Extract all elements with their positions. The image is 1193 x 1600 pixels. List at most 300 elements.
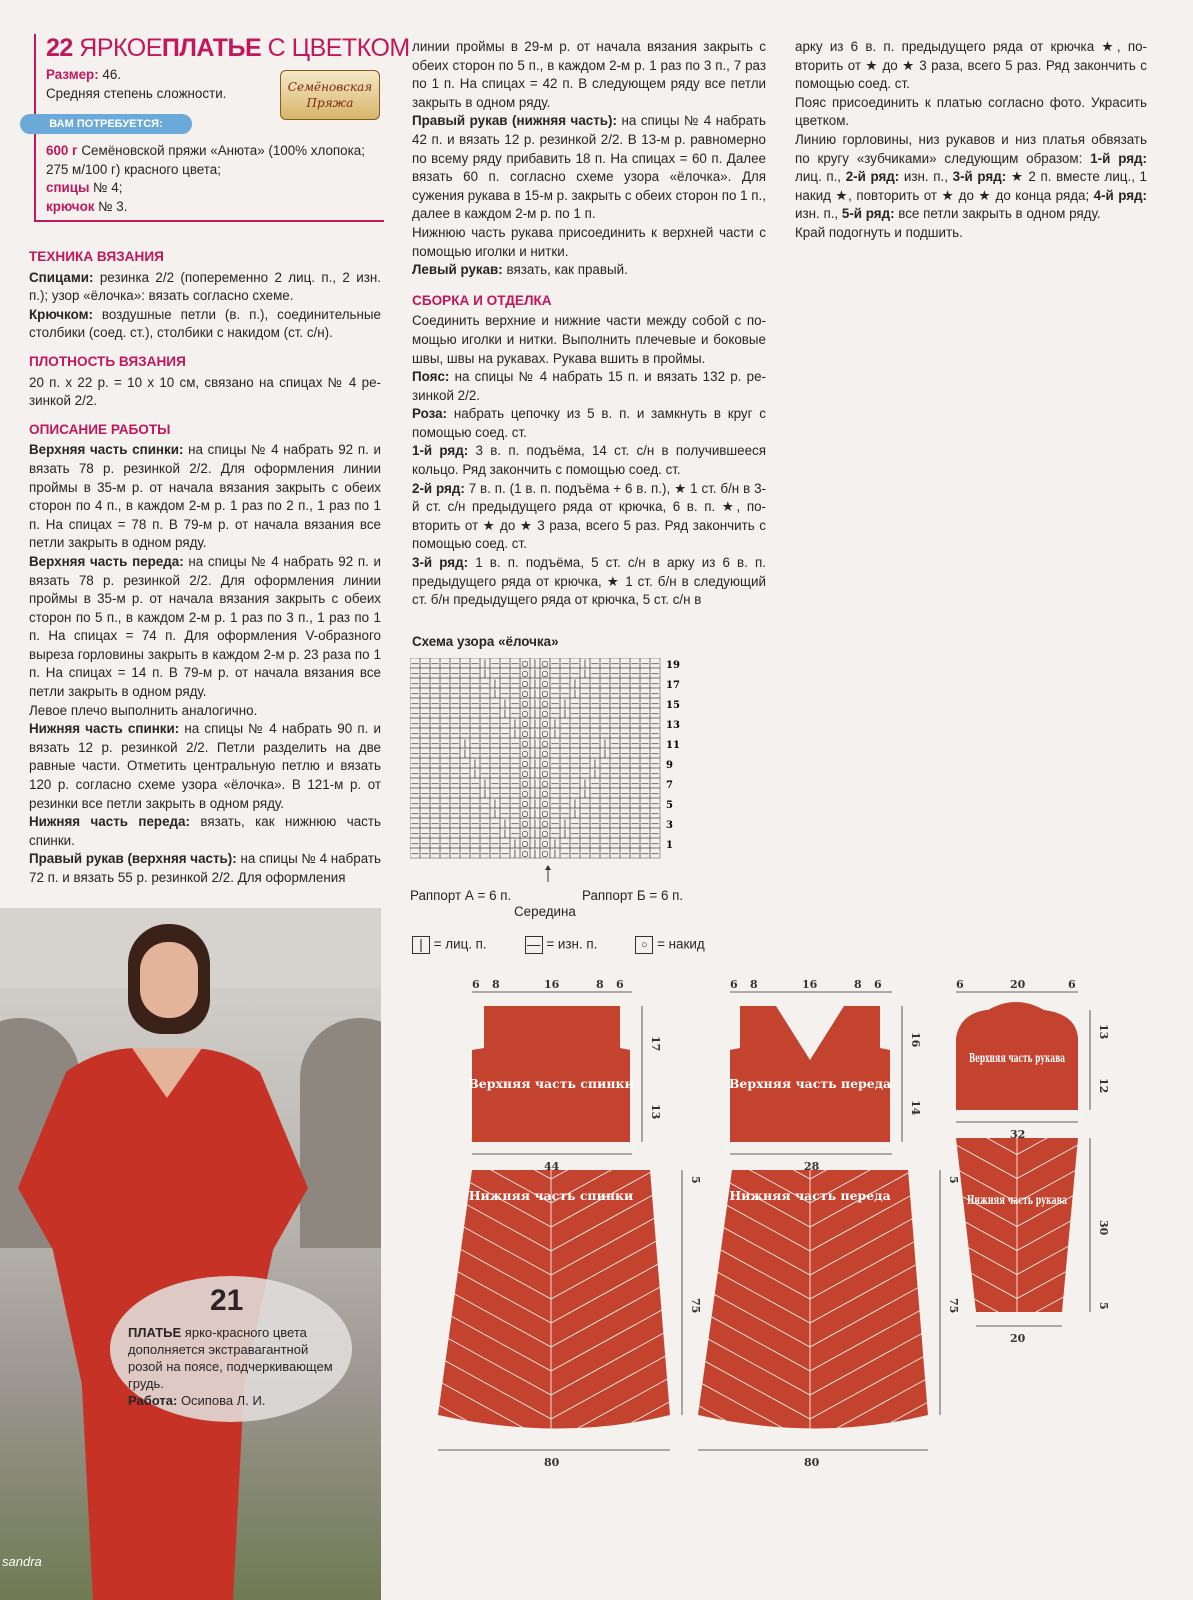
herringbone-line [810,1438,950,1492]
chart-symbol: — [481,749,489,758]
chart-row-number: 5 [666,800,673,811]
chart-symbol: — [461,849,469,858]
chart-symbol: ○ [541,799,549,808]
chart-symbol: — [611,849,619,858]
chart-symbol: | [503,699,507,708]
chart-symbol: — [491,819,499,828]
dim-sleeve-bottom-side-0: 30 [1097,1220,1110,1236]
chart-symbol: — [511,699,519,708]
chart-symbol: — [421,699,429,708]
chart-symbol: — [551,769,559,778]
chart-symbol: — [571,749,579,758]
dim-sleeve-top-side-1: 12 [1097,1078,1110,1094]
chart-symbol: — [631,769,639,778]
chart-symbol: — [571,659,579,668]
chart-symbol: | [533,759,537,768]
chart-symbol: | [533,659,537,668]
chart-symbol: — [621,679,629,688]
chart-symbol: — [451,759,459,768]
chart-symbol: | [483,669,487,678]
chart-symbol: — [411,659,419,668]
chart-symbol: — [621,749,629,758]
chart-symbol: | [533,809,537,818]
chart-symbol: — [471,659,479,668]
chart-symbol: — [551,809,559,818]
label-front-bottom: Нижняя часть переда [729,1188,891,1203]
chart-symbol: — [571,669,579,678]
dim-back-top-0: 6 [472,980,480,991]
chart-symbol: ○ [521,799,529,808]
dim-front-top-4: 6 [874,980,882,991]
chart-symbol: — [441,829,449,838]
chart-symbol: — [581,799,589,808]
chart-symbol: — [451,739,459,748]
chart-symbol: — [591,789,599,798]
chart-row-number: 19 [666,660,680,671]
dim-front-top-side-0: 16 [909,1032,922,1048]
dim-back-top-2: 16 [544,980,560,991]
chart-symbol: — [571,789,579,798]
para-row1: 1-й ряд: 3 в. п. подъёма, 14 ст. с/н в получившееся кольцо. Ряд закончить с помощью соед. ст. [412,443,766,478]
chart-symbol: — [461,829,469,838]
chart-symbol: — [411,759,419,768]
knit-symbol-icon: | [412,936,430,954]
chart-symbol: — [501,799,509,808]
article-number: 22 [46,34,73,62]
chart-symbol: — [441,799,449,808]
para-edging: Линию горловины, низ рукавов и низ платья обвязать по кругу «зубчиками» следующим образом: 1-й ряд: лиц. п., 2-й ряд: изн. п., 3-й ряд: ★ 2 п. вместе лиц., 1 накид ★, повторить от ★ до ★ до конца ряда; 4-й ряд: изн. п., 5-й ряд: все петли закрыть в одном ряду. [795,131,1148,222]
chart-symbol: — [421,769,429,778]
chart-symbol: — [631,719,639,728]
model-photo [0,908,381,1600]
chart-symbol: — [641,789,649,798]
chart-symbol: | [533,699,537,708]
chart-symbol: — [631,689,639,698]
chart-symbol: — [511,759,519,768]
chart-symbol: | [593,759,597,768]
chart-symbol: — [631,789,639,798]
chart-symbol: — [421,709,429,718]
chart-symbol: — [471,779,479,788]
chart-symbol: | [473,769,477,778]
chart-symbol: — [411,689,419,698]
chart-symbol: — [601,839,609,848]
herringbone-line [670,1438,810,1492]
chart-symbol: ○ [541,689,549,698]
chart-symbol: | [483,779,487,788]
chart-symbol: ○ [521,789,529,798]
chart-symbol: — [421,849,429,858]
chart-symbol: — [441,689,449,698]
chart-symbol: ○ [521,749,529,758]
chart-symbol: — [651,779,659,788]
chart-symbol: — [431,839,439,848]
label-back-bottom: Нижняя часть спинки [468,1188,634,1203]
chart-symbol: — [441,669,449,678]
chart-symbol: — [511,749,519,758]
para-assembly: Соединить верхние и нижние части между собой с помощью иголки и нитки. Выполнить плечевые и боковые швы, швы на рукавах. Рукава вшить в проймы. [412,313,766,366]
chart-symbol: ○ [541,759,549,768]
chart-symbol: | [463,749,467,758]
chart-symbol: | [533,669,537,678]
herringbone-line [947,1308,1017,1347]
chart-symbol: ○ [521,819,529,828]
chart-symbol: — [461,669,469,678]
chart-symbol: — [441,839,449,848]
chart-symbol: — [411,819,419,828]
dim-front-top-2: 16 [802,980,818,991]
dim-sleeve-top-2: 6 [1068,980,1076,991]
chart-symbol: ○ [521,739,529,748]
chart-symbol: ○ [541,849,549,858]
chart-symbol: — [611,799,619,808]
chart-symbol: — [621,669,629,678]
chart-symbol: — [651,739,659,748]
para-row3-cont: арку из 6 в. п. предыдущего ряда от крючка ★, повторить от ★ до ★ 3 раза, всего 5 раз. Ряд закончить с помощью соед. ст. [795,39,1147,92]
chart-symbol: — [611,759,619,768]
chart-symbol: — [421,659,429,668]
chart-symbol: — [641,839,649,848]
chart-symbol: — [511,799,519,808]
chart-symbol: — [451,829,459,838]
chart-symbol: | [603,749,607,758]
chart-symbol: — [421,819,429,828]
chart-symbol: — [651,789,659,798]
chart-symbol: — [491,839,499,848]
dim-sleeve-top-1: 20 [1010,980,1026,991]
chart-symbol: — [591,659,599,668]
chart-grid [410,658,660,858]
para-sleeve-top: Правый рукав (верхняя часть): на спицы № 4 набрать 72 п. и вязать 55 р. резинкой 2/2. Для оформления [29,851,381,885]
chart-symbol: ○ [521,719,529,728]
chart-symbol: — [561,779,569,788]
para-left-shoulder: Левое плечо выполнить аналогично. [29,702,258,718]
chart-symbol: — [651,689,659,698]
chart-symbol: ○ [521,849,529,858]
chart-symbol: — [411,669,419,678]
chart-symbol: — [631,739,639,748]
chart-symbol: — [631,659,639,668]
chart-symbol: — [591,709,599,718]
herringbone-line [551,1438,691,1492]
chart-symbol: — [581,739,589,748]
chart-symbol: — [601,759,609,768]
chart-symbol: — [431,689,439,698]
chart-symbol: — [591,829,599,838]
chart-symbol: | [593,769,597,778]
chart-symbol: — [641,689,649,698]
chart-symbol: — [611,689,619,698]
chart-symbol: | [473,759,477,768]
chart-symbol: — [571,849,579,858]
chart-symbol: | [463,739,467,748]
chart-symbol: | [513,719,517,728]
chart-symbol: — [601,659,609,668]
chart-symbol: — [621,709,629,718]
chart-symbol: | [603,739,607,748]
chart-symbol: — [561,689,569,698]
dim-front-bottom-bottom: 80 [804,1456,820,1469]
chart-row-number: 13 [666,720,680,731]
column-1 [29,238,381,888]
chart-symbol: — [571,739,579,748]
chart-symbol: — [561,849,569,858]
chart-symbol: — [621,719,629,728]
chart-symbol: — [641,849,649,858]
chart-symbol: | [483,789,487,798]
chart-symbol: — [561,679,569,688]
chart-symbol: ○ [521,839,529,848]
chart-symbol: — [421,789,429,798]
chart-symbol: — [431,659,439,668]
chart-symbol: | [563,829,567,838]
chart-symbol: — [611,669,619,678]
chart-symbol: — [641,699,649,708]
para-sleeve-bottom: Правый рукав (нижняя часть): на спицы № 4 набрать 42 п. и вязать 12 р. резинкой 2/2. В 13-м р. равномерно по всему ряду прибавить 18 п. На спицах = 60 п. Далее вязать 60 п. согласно схеме узора «ёлочка». Для сужения рукава в 15-м р. закрыть с обеих сторон по 1 п., далее в каждом 2-м р. по 1 п. [412,113,767,222]
chart-symbol: — [461,799,469,808]
chart-symbol: — [471,839,479,848]
chart-symbol: — [461,679,469,688]
chart-row-number: 7 [666,780,673,791]
chart-symbol: — [481,809,489,818]
chart-symbol: ○ [541,779,549,788]
chart-symbol: ○ [521,659,529,668]
chart-symbol: — [451,719,459,728]
chart-symbol: — [571,729,579,738]
chart-symbol: — [651,769,659,778]
chart-symbol: ○ [541,719,549,728]
chart-symbol: — [441,809,449,818]
chart-symbol: — [441,729,449,738]
chart-symbol: — [431,729,439,738]
chart-row-number: 1 [666,840,673,851]
chart-symbol: | [533,739,537,748]
chart-symbol: — [441,699,449,708]
chart-symbol: — [451,809,459,818]
chart-symbol: | [533,799,537,808]
chart-symbol: — [551,799,559,808]
chart-symbol: — [451,699,459,708]
chart-symbol: — [511,769,519,778]
chart-symbol: — [471,799,479,808]
chart-symbol: ○ [521,709,529,718]
chart-symbol: — [621,769,629,778]
chart-symbol: — [571,759,579,768]
para-front-bottom: Нижняя часть переда: вязать, как нижнюю часть спинки. [29,814,381,848]
chart-row-number: 11 [666,740,680,751]
chart-middle-label: Середина [514,904,576,919]
yarn-brand-logo: Семёновская Пряжа [280,70,380,120]
chart-symbol: — [631,679,639,688]
chart-symbol: | [583,659,587,668]
chart-symbol: — [561,799,569,808]
chart-symbol: — [621,699,629,708]
chart-symbol: — [571,819,579,828]
chart-symbol: — [641,809,649,818]
chart-symbol: — [411,739,419,748]
chart-symbol: — [481,709,489,718]
title-part-c: С ЦВЕТКОМ [267,34,410,62]
chart-symbol: — [561,659,569,668]
chart-symbol: — [591,729,599,738]
dim-back-bottom-side-1: 75 [689,1298,702,1314]
chart-symbol: — [461,719,469,728]
chart-symbol: | [563,819,567,828]
chart-symbol: ○ [521,729,529,738]
chart-symbol: | [563,709,567,718]
chart-symbol: — [471,719,479,728]
chart-symbol: — [511,709,519,718]
chart-symbol: — [561,749,569,758]
chart-symbol: — [421,799,429,808]
dim-back-top-bottom: 44 [544,1160,560,1173]
chart-symbol: — [471,809,479,818]
chart-symbol: — [651,709,659,718]
chart-symbol: — [501,769,509,778]
chart-symbol: — [631,849,639,858]
chart-symbol: — [461,789,469,798]
chart-symbol: — [611,659,619,668]
para-front-top: Верхняя часть переда: на спицы № 4 набрать 92 п. и вязать 78 р. резинкой 2/2. Для оформления линии проймы в 35-м р. от начала вязания закрыть с обеих сторон по 5 п., в каждом 2-м р. 1 раз по 3 п., 1 раз по 1 п. На спицах = 74 п. Для оформления V-образного выреза горловины закрыть в каждом 2-м р. 23 раза по 1 п. На спицах = 14 п. В 79-м р. от начала вязания все петли закрыть в одном ряду. [29,553,382,700]
chart-symbol: ○ [521,809,529,818]
caption-text: ПЛАТЬЕ ярко-красного цвета дополняется экстравагантной розой на поясе, подчеркивающем грудь. Работа: Осипова Л. И. [128,1325,333,1408]
chart-symbol: — [431,849,439,858]
chart-symbol: — [511,819,519,828]
chart-symbol: — [511,659,519,668]
dim-back-top-3: 8 [596,980,604,991]
chart-symbol: — [651,799,659,808]
chart-symbol: — [451,839,459,848]
chart-symbol: | [533,689,537,698]
difficulty: Средняя степень сложности. [46,86,227,101]
chart-symbol: — [611,779,619,788]
chart-symbol: — [421,829,429,838]
chart-symbol: — [481,719,489,728]
para-sleeve-cont: линии проймы в 29-м р. от начала вязания закрыть с обеих сторон по 5 п., в каждом 2-м р. 1 раз по 3 п., 7 раз по 1 п. На спицах = 42 п. В следующем ряду все петли закрыть в одном ряду. [412,39,766,110]
chart-symbol: — [481,699,489,708]
chart-symbol: — [651,839,659,848]
chart-symbol: — [581,679,589,688]
chart-symbol: | [533,839,537,848]
chart-symbol: — [551,709,559,718]
chart-symbol: ○ [541,679,549,688]
chart-symbol: — [581,759,589,768]
dim-back-bottom-bottom: 80 [544,1456,560,1469]
chart-symbol: — [631,779,639,788]
chart-symbol: — [421,779,429,788]
heading-assembly: СБОРКА И ОТДЕЛКА [412,292,552,308]
para-back-top: Верхняя часть спинки: на спицы № 4 набрать 92 п. и вязать 78 р. резинкой 2/2. Для оформления линии проймы в 35-м р. от начала вязания закрыть с обеих сторон по 4 п., в каждом 2-м р. 1 раз по 2 п., 1 раз по 1 п. На спицах = 78 п. В 79-м р. от начала вязания все петли закрыть в одном ряду. [29,442,381,551]
size-line: Размер: 46. [46,67,122,82]
chart-symbol: — [411,749,419,758]
chart-symbol: — [471,729,479,738]
dim-sleeve-bottom-side-1: 5 [1097,1302,1110,1310]
chart-symbol: | [573,689,577,698]
chart-symbol: — [431,739,439,748]
chart-symbol: — [551,699,559,708]
chart-symbol: — [651,829,659,838]
chart-symbol: — [601,799,609,808]
chart-symbol: — [591,679,599,688]
chart-symbol: — [591,669,599,678]
chart-symbol: — [471,689,479,698]
chart-symbol: — [481,729,489,738]
header-box [34,34,410,222]
chart-symbol: — [421,729,429,738]
chart-symbol: | [553,839,557,848]
chart-symbol: — [631,709,639,718]
chart-symbol: — [551,749,559,758]
chart-symbol: | [553,719,557,728]
chart-symbol: — [601,809,609,818]
rapport-b: Раппорт Б = 6 п. [582,888,684,903]
chart-symbol: — [561,809,569,818]
chart-symbol: — [571,709,579,718]
chart-symbol: — [651,669,659,678]
chart-symbol: — [421,669,429,678]
chart-symbol: — [411,779,419,788]
middle-arrow-head [545,865,551,870]
chart-symbol: — [431,799,439,808]
chart-symbol: — [631,809,639,818]
chart-symbol: — [491,659,499,668]
chart-symbol: — [421,839,429,848]
chart-symbol: — [631,699,639,708]
herringbone-line [1017,1308,1087,1347]
chart-symbol: — [651,849,659,858]
chart-symbol: — [411,849,419,858]
chart-symbol: — [481,769,489,778]
chart-symbol: — [631,749,639,758]
chart-symbol: — [641,759,649,768]
chart-symbol: | [503,819,507,828]
chart-symbol: — [471,829,479,838]
chart-symbol: — [431,809,439,818]
chart-symbol: | [533,819,537,828]
front-top-shape [730,1006,890,1142]
chart-symbol: | [503,709,507,718]
chart-symbol: — [631,819,639,828]
label-sleeve-top: Верхняя часть рукава [969,1051,1066,1065]
dim-sleeve-bottom-bottom: 20 [1010,1332,1026,1345]
para-left-sleeve: Левый рукав: вязать, как правый. [412,262,628,278]
chart-symbol: — [481,679,489,688]
title-part-b: ПЛАТЬЕ [161,34,262,62]
chart-symbol: — [471,709,479,718]
chart-symbol: — [501,789,509,798]
legend-knit: | = лиц. п. [412,936,487,954]
chart-symbol: ○ [541,659,549,668]
dim-back-top-4: 6 [616,980,624,991]
chart-symbol: — [611,829,619,838]
chart-symbol: ○ [521,699,529,708]
chart-symbol: — [591,839,599,848]
dim-back-bottom-side-0: 5 [689,1176,702,1184]
chart-symbol: — [451,679,459,688]
chart-symbol: ○ [521,779,529,788]
chart-symbol: ○ [521,759,529,768]
chart-symbol: — [621,729,629,738]
chart-symbol: — [651,759,659,768]
chart-symbol: — [611,819,619,828]
chart-symbol: — [601,669,609,678]
chart-symbol: — [451,729,459,738]
chart-symbol: — [611,709,619,718]
chart-symbol: — [571,829,579,838]
chart-symbol: — [491,729,499,738]
chart-symbol: — [591,819,599,828]
chart-symbol: | [493,799,497,808]
